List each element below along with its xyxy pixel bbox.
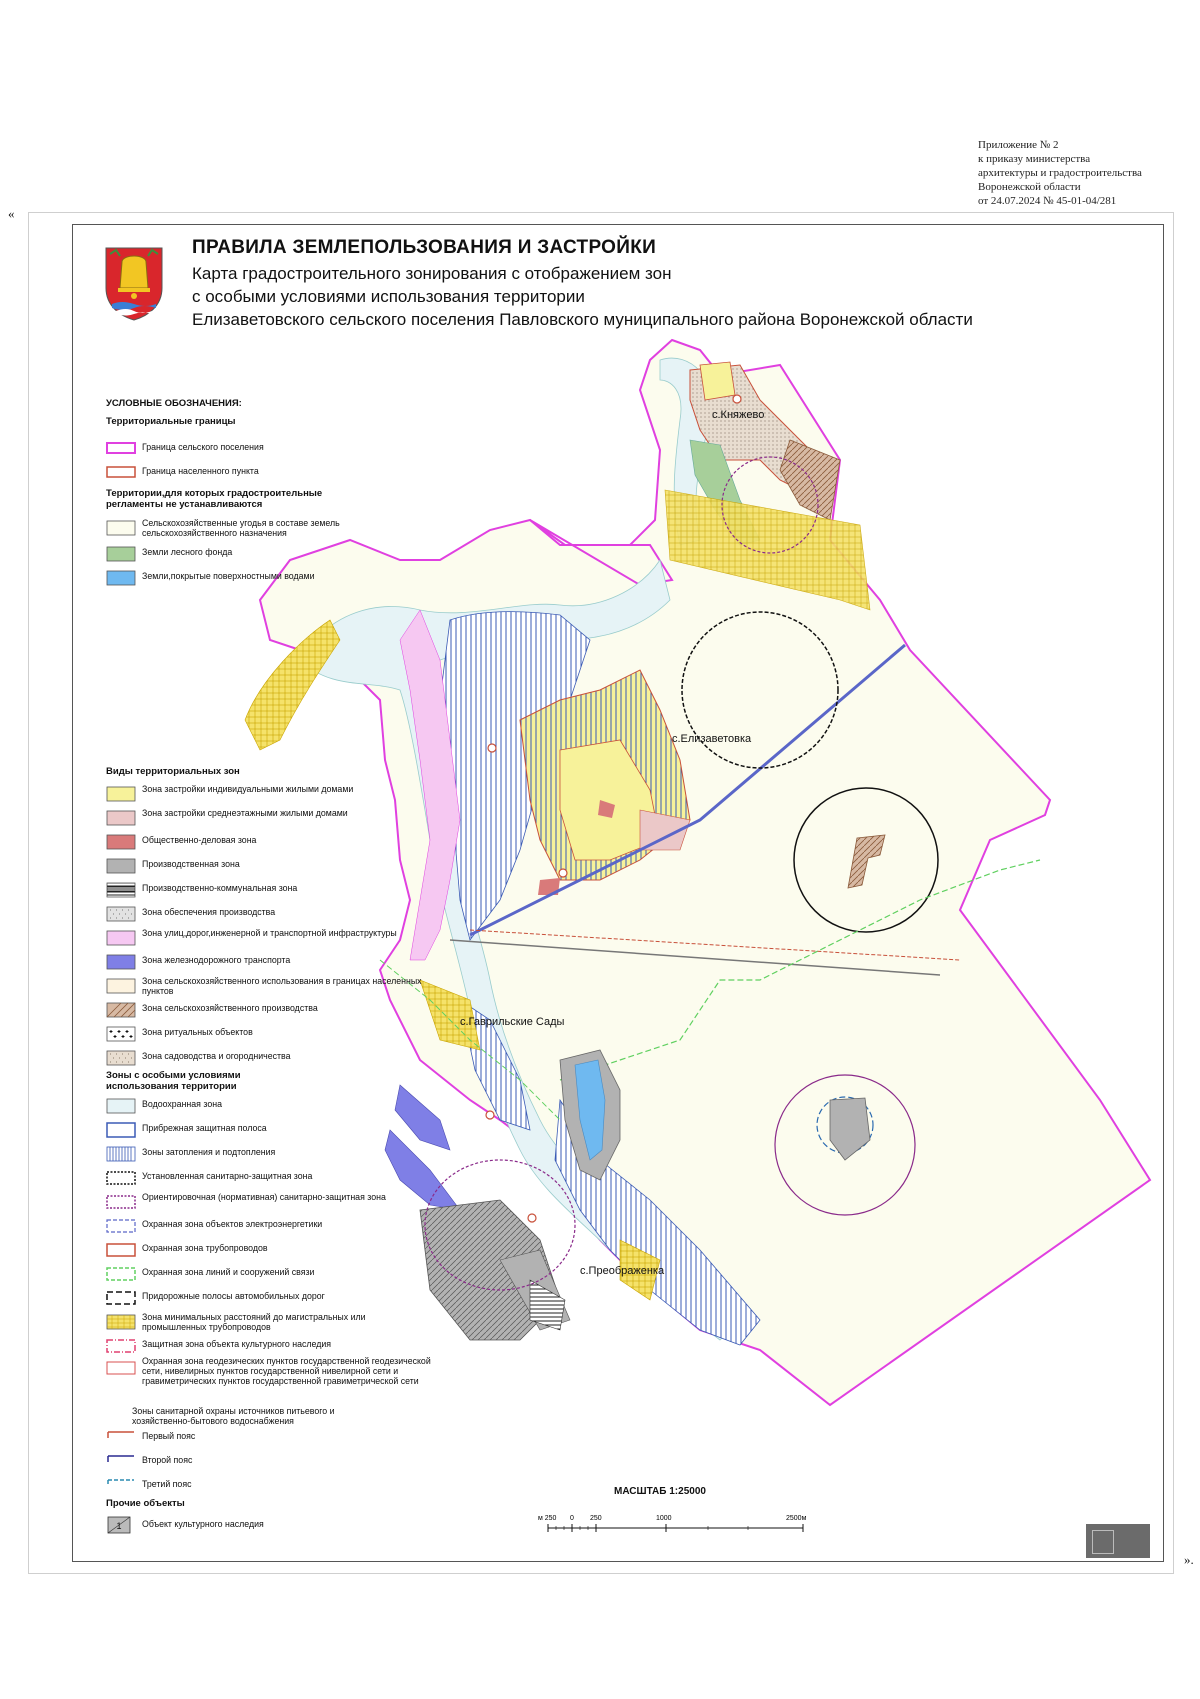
legend-other-header: Прочие объекты bbox=[106, 1498, 185, 1509]
legend-item bbox=[96, 462, 426, 484]
legend-item bbox=[96, 544, 426, 566]
legend-title: УСЛОВНЫЕ ОБОЗНАЧЕНИЯ: bbox=[106, 398, 242, 409]
legend-item bbox=[96, 1336, 426, 1358]
legend-item bbox=[96, 1356, 431, 1386]
power-line-zone-icon bbox=[106, 1218, 136, 1234]
first-belt-icon bbox=[106, 1430, 136, 1446]
scale-bar bbox=[538, 1506, 818, 1536]
legend-label: Земли,покрытые поверхностными водами bbox=[142, 571, 315, 581]
second-belt-icon bbox=[106, 1454, 136, 1470]
legend-water-header: Зоны санитарной охраны источников питьевого и хозяйственно-бытового водоснабжения bbox=[132, 1406, 335, 1426]
legend-item bbox=[96, 1168, 426, 1190]
legend-item bbox=[96, 1144, 426, 1166]
legend-label: Сельскохозяйственные угодья в составе земель сельскохозяйственного назначения bbox=[142, 518, 340, 538]
legend-label: Первый пояс bbox=[142, 1431, 196, 1441]
subtitle-line: Карта градостроительного зонирования с отображением зон bbox=[192, 264, 672, 283]
legend-item bbox=[96, 1000, 426, 1022]
scale-tick: 2500м bbox=[786, 1515, 807, 1522]
legend-item bbox=[96, 856, 426, 878]
third-belt-icon bbox=[106, 1478, 136, 1494]
legend-item bbox=[96, 1216, 426, 1238]
zone-roads-icon bbox=[106, 930, 136, 946]
zone-individual-residential-icon bbox=[106, 786, 136, 802]
legend-label: Производственная зона bbox=[142, 859, 240, 869]
heritage-object-icon bbox=[106, 1516, 136, 1532]
heritage-object-marker bbox=[559, 869, 567, 877]
legend-label: Производственно-коммунальная зона bbox=[142, 883, 298, 893]
water-protection-icon bbox=[106, 1098, 136, 1114]
residential-knyazhevo bbox=[700, 362, 735, 400]
legend-item bbox=[96, 952, 426, 974]
legend-item bbox=[96, 1264, 426, 1286]
legend-label: Земли лесного фонда bbox=[142, 547, 233, 557]
legend-label: Третий пояс bbox=[142, 1479, 192, 1489]
zone-public-business-icon bbox=[106, 834, 136, 850]
legend-label: Охранная зона трубопроводов bbox=[142, 1243, 268, 1253]
scale-tick: 250 bbox=[590, 1515, 602, 1522]
legend-ouit-header: Зоны с особыми условиями использования территории bbox=[106, 1070, 241, 1092]
legend-item bbox=[96, 1024, 426, 1046]
legend-item bbox=[96, 1312, 426, 1334]
legend-label: Прибрежная защитная полоса bbox=[142, 1123, 267, 1133]
legend-label: Зоны затопления и подтопления bbox=[142, 1147, 276, 1157]
coastal-strip-icon bbox=[106, 1122, 136, 1138]
legend-zones-header: Виды территориальных зон bbox=[106, 766, 240, 777]
appendix-line: архитектуры и градостроительства bbox=[978, 167, 1142, 179]
legend-label: Охранная зона линий и сооружений связи bbox=[142, 1267, 315, 1277]
place-label-preobrazhenka: с.Преображенка bbox=[580, 1265, 665, 1277]
heritage-object-marker bbox=[486, 1111, 494, 1119]
zone-ritual-icon bbox=[106, 1026, 136, 1042]
legend-item bbox=[96, 904, 426, 926]
scale-title: МАСШТАБ 1:25000 bbox=[614, 1486, 706, 1497]
legend-label: Граница населенного пункта bbox=[142, 466, 259, 476]
closing-quote: ». bbox=[1184, 1552, 1194, 1567]
legend-label: Водоохранная зона bbox=[142, 1099, 222, 1109]
place-label-gavrilskie-sady: с.Гаврильские Сады bbox=[460, 1016, 565, 1028]
legend-item bbox=[96, 1240, 426, 1262]
legend-item bbox=[96, 518, 426, 540]
water-land-icon bbox=[106, 570, 136, 586]
roadside-strip-icon bbox=[106, 1290, 136, 1306]
heritage-protection-zone-icon bbox=[106, 1338, 136, 1354]
legend-label: Зона минимальных расстояний до магистральных или промышленных трубопроводов bbox=[142, 1312, 366, 1332]
legend-item bbox=[96, 1192, 426, 1214]
place-label-knyazhevo: с.Княжево bbox=[712, 409, 765, 421]
legend-item bbox=[96, 568, 426, 590]
forest-land-icon bbox=[106, 546, 136, 562]
heritage-object-marker bbox=[488, 744, 496, 752]
legend-noreg-header: Территории,для которых градостроительные регламенты не устанавливаются bbox=[106, 488, 323, 510]
pipeline-min-distance-icon bbox=[106, 1314, 136, 1330]
legend-item bbox=[96, 1428, 426, 1450]
appendix-line: Приложение № 2 bbox=[978, 139, 1059, 151]
zone-midrise-residential-icon bbox=[106, 810, 136, 826]
legend-item bbox=[96, 928, 426, 950]
legend-label: Охранная зона геодезических пунктов государственной геодезической сети, нивелирных пунктов государственной нивелирной сети и гравиметрических пунктов государственной гравиметрической сети bbox=[142, 1356, 431, 1386]
pipeline-zone-icon bbox=[106, 1242, 136, 1258]
legend-item bbox=[96, 808, 426, 830]
geodetic-zone-icon bbox=[106, 1360, 136, 1376]
legend-item bbox=[96, 1288, 426, 1310]
legend-item bbox=[96, 1452, 426, 1474]
legend-label: Установленная санитарно-защитная зона bbox=[142, 1171, 313, 1181]
flood-zone-icon bbox=[106, 1146, 136, 1162]
legend-label: Зона сельскохозяйственного использования в границах населенных пунктов bbox=[142, 976, 422, 996]
legend-label: Зона улиц,дорог,инженерной и транспортной инфраструктуры bbox=[142, 928, 397, 938]
legend-label: Зона застройки индивидуальными жилыми домами bbox=[142, 784, 354, 794]
established-sanitary-zone-icon bbox=[106, 1170, 136, 1186]
opening-quote: « bbox=[8, 206, 15, 221]
scale-tick: м 250 bbox=[538, 1515, 557, 1522]
legend-borders-header: Территориальные границы bbox=[106, 416, 236, 427]
scale-tick: 1000 bbox=[656, 1515, 672, 1522]
place-label-elizavetovka: с.Елизаветовка bbox=[672, 733, 752, 745]
legend-item bbox=[96, 880, 426, 902]
zone-agri-production-icon bbox=[106, 1002, 136, 1018]
heritage-object-marker bbox=[528, 1214, 536, 1222]
heritage-object-number: 1 bbox=[116, 1521, 122, 1531]
legend-item bbox=[96, 784, 426, 806]
legend-label: Второй пояс bbox=[142, 1455, 193, 1465]
zone-production-support-icon bbox=[106, 906, 136, 922]
zone-agri-settlement-icon bbox=[106, 978, 136, 994]
legend-label: Охранная зона объектов электроэнергетики bbox=[142, 1219, 323, 1229]
zone-production-communal-icon bbox=[106, 882, 136, 898]
line-brown-red-icon bbox=[106, 464, 136, 480]
normative-sanitary-zone-icon bbox=[106, 1194, 136, 1210]
appendix-line: от 24.07.2024 № 45-01-04/281 bbox=[978, 195, 1117, 207]
line-magenta-icon bbox=[106, 440, 136, 456]
legend-item bbox=[96, 1514, 426, 1536]
communication-zone-icon bbox=[106, 1266, 136, 1282]
legend-item bbox=[96, 832, 426, 854]
legend-label: Зона садоводства и огородничества bbox=[142, 1051, 291, 1061]
zone-production-icon bbox=[106, 858, 136, 874]
legend-label: Общественно-деловая зона bbox=[142, 835, 257, 845]
subtitle-line: с особыми условиями использования территории bbox=[192, 287, 585, 306]
legend-item bbox=[96, 1476, 426, 1498]
heritage-object-marker bbox=[733, 395, 741, 403]
legend-label: Защитная зона объекта культурного наследия bbox=[142, 1339, 332, 1349]
legend-label: Зона сельскохозяйственного производства bbox=[142, 1003, 318, 1013]
appendix-line: к приказу министерства bbox=[978, 153, 1091, 165]
institution-stamp-icon bbox=[1086, 1524, 1150, 1558]
legend-label: Ориентировочная (нормативная) санитарно-защитная зона bbox=[142, 1192, 386, 1202]
legend-item bbox=[96, 438, 426, 460]
legend-label: Граница сельского поселения bbox=[142, 442, 264, 452]
scale-tick: 0 bbox=[570, 1515, 574, 1522]
legend-label: Зона застройки среднеэтажными жилыми домами bbox=[142, 808, 348, 818]
zone-gardening-icon bbox=[106, 1050, 136, 1066]
legend-item bbox=[96, 1096, 426, 1118]
legend-label: Зона ритуальных объектов bbox=[142, 1027, 253, 1037]
legend-label: Придорожные полосы автомобильных дорог bbox=[142, 1291, 325, 1301]
legend-item bbox=[96, 976, 426, 998]
legend-item bbox=[96, 1120, 426, 1142]
appendix-line: Воронежской области bbox=[978, 181, 1081, 193]
legend-label: Зона железнодорожного транспорта bbox=[142, 955, 291, 965]
legend-item bbox=[96, 1048, 426, 1070]
legend-label: Зона обеспечения производства bbox=[142, 907, 276, 917]
legend-label: Объект культурного наследия bbox=[142, 1519, 264, 1529]
zone-railway-icon bbox=[106, 954, 136, 970]
agricultural-land-icon bbox=[106, 520, 136, 536]
map-title: ПРАВИЛА ЗЕМЛЕПОЛЬЗОВАНИЯ И ЗАСТРОЙКИ bbox=[192, 237, 657, 258]
subtitle-line: Елизаветовского сельского поселения Павловского муниципального района Воронежской области bbox=[192, 310, 973, 329]
